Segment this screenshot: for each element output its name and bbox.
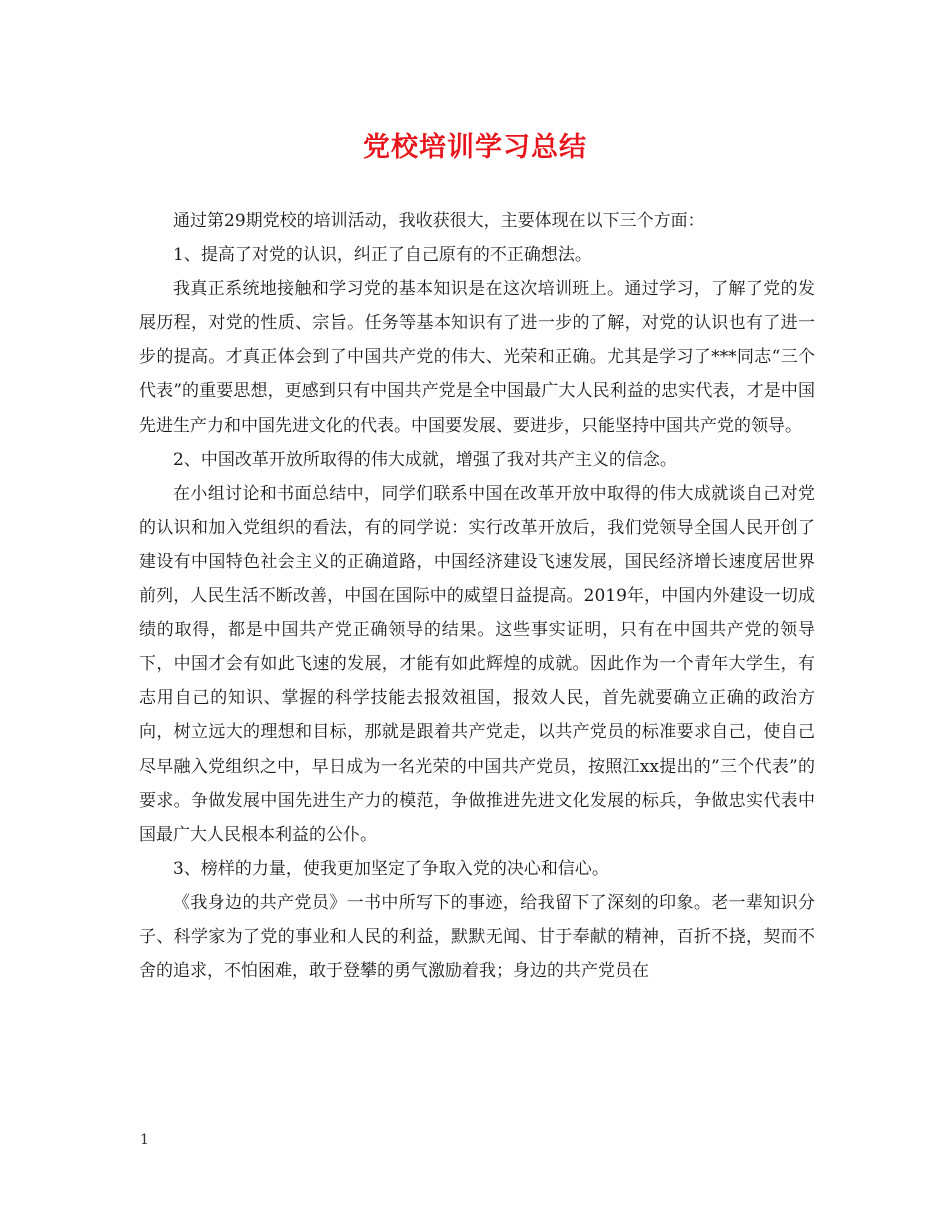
paragraph-heading-2: 2、中国改革开放所取得的伟大成就，增强了我对共产主义的信念。 bbox=[173, 449, 677, 470]
paragraph-heading-3: 3、榜样的力量，使我更加坚定了争取入党的决心和信心。 bbox=[173, 858, 609, 879]
page-number: 1 bbox=[140, 1132, 149, 1148]
paragraph-section-3: 《我身边的共产党员》一书中所写下的事迹，给我留下了深刻的印象。老一辈知识分子、科学家为了党的事业和人民的利益，默默无闻、甘于奉献的精神，百折不挠，契而不舍的追求，不怕困难，敢于登攀的勇气激励着我；身边的共产党员在 bbox=[139, 892, 815, 982]
paragraph-heading-1: 1、提高了对党的认识，纠正了自己原有的不正确想法。 bbox=[173, 245, 592, 266]
paragraph-section-1: 我真正系统地接触和学习党的基本知识是在这次培训班上。通过学习，了解了党的发展历程，对党的性质、宗旨。任务等基本知识有了进一步的了解，对党的认识也有了进一步的提高。才真正体会到了中国共产党的伟大、光荣和正确。尤其是学习了***同志“三个代表”的重要思想，更感到只有中国共产党是全中国最广大人民利益的忠实代表，才是中国先进生产力和中国先进文化的代表。中国要发展、要进步，只能坚持中国共产党的领导。 bbox=[139, 279, 815, 436]
paragraph-intro: 通过第29期党校的培训活动，我收获很大，主要体现在以下三个方面： bbox=[173, 211, 705, 231]
document-title: 党校培训学习总结 bbox=[363, 132, 587, 163]
document-body bbox=[139, 204, 815, 988]
paragraph-section-2: 在小组讨论和书面总结中，同学们联系中国在改革开放中取得的伟大成就谈自己对党的认识和加入党组织的看法，有的同学说：实行改革开放后，我们党领导全国人民开创了建设有中国特色社会主义的正确道路，中国经济建设飞速发展，国民经济增长速度居世界前列，人民生活不断改善，中国在国际中的威望日益提高。2019年，中国内外建设一切成绩的取得，都是中国共产党正确领导的结果。这些事实证明，只有在中国共产党的领导下，中国才会有如此飞速的发展，才能有如此辉煌的成就。因此作为一个青年大学生，有志用自己的知识、掌握的科学技能去报效祖国，报效人民，首先就要确立正确的政治方向，树立远大的理想和目标，那就是跟着共产党走，以共产党员的标准要求自己，使自己尽早融入党组织之中，早日成为一名光荣的中国共产党员，按照江xx提出的”三个代表”的要求。争做发展中国先进生产力的模范，争做推进先进文化发展的标兵，争做忠实代表中国最广大人民根本利益的公仆。 bbox=[139, 483, 815, 845]
